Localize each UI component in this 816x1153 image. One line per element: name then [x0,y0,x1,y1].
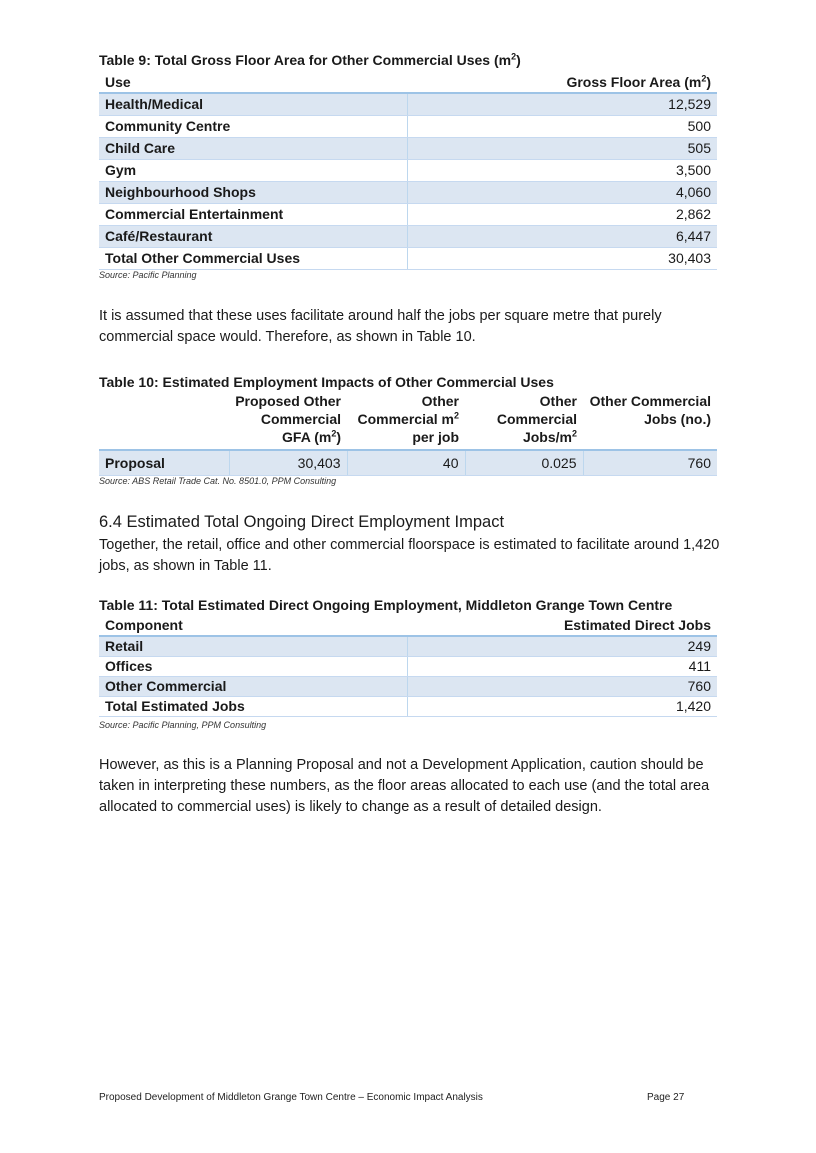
table9-gfa: 30,403 [407,247,717,269]
table10-col-jobs-per-m2: Other Commercial Jobs/$m^2$ [496,393,577,445]
table-row [99,636,717,656]
table11-total-row [99,696,717,716]
table-row [99,115,717,137]
table11-component: Offices [99,656,407,676]
table10-col-jobs: Other Commercial Jobs (no.) [589,393,711,427]
table10-row-label: Proposal [99,450,229,476]
table-row [99,203,717,225]
table11-component: Total Estimated Jobs [99,696,407,716]
table11-col-jobs: Estimated Direct Jobs [563,617,711,633]
table10-jobs: 760 [583,450,717,476]
table10-col-gfa: Proposed Other Commercial GFA $(m^2)$ [235,393,341,445]
table-row [99,676,717,696]
table11-jobs: 760 [407,676,717,696]
section-heading: 6.4 Estimated Total Ongoing Direct Employment Impact [99,513,505,531]
table9-use: Commercial Entertainment [99,203,407,225]
table9 [99,71,717,270]
footer-title: Proposed Development of Middleton Grange Town Centre – Economic Impact Analysis [99,1092,483,1103]
table10 [99,392,717,476]
table-row [99,450,717,476]
table9-use: Community Centre [99,115,407,137]
table9-use: Child Care [99,137,407,159]
table11-jobs: 411 [407,656,717,676]
table10-header [99,392,717,450]
table-row [99,225,717,247]
table10-col-m2-per-job: Other Commercial $m^2$ per job [357,393,459,445]
table9-use: Café/Restaurant [99,225,407,247]
table9-total-row [99,247,717,269]
table11-jobs: 1,420 [407,696,717,716]
paragraph-2: Together, the retail, office and other commercial floorspace is estimated to facilitate around 1,420 jobs, as shown in Table 11. [99,537,720,574]
table-row [99,656,717,676]
table11-component: Retail [99,636,407,656]
table10-source: Source: ABS Retail Trade Cat. No. 8501.0, PPM Consulting [99,476,337,486]
table9-gfa: 505 [407,137,717,159]
table9-source: Source: Pacific Planning [99,270,197,280]
table10-caption: Table 10: Estimated Employment Impacts of Other Commercial Uses [99,374,554,390]
table9-use: Health/Medical [99,93,407,115]
table9-caption: Table 9: Total Gross Floor Area for Other Commercial Uses $(m^2)$ [99,51,521,68]
table-row [99,93,717,115]
table11-jobs: 249 [407,636,717,656]
paragraph-1: It is assumed that these uses facilitate around half the jobs per square metre that purely commercial space would. Therefore, as shown in Table 10. [99,308,662,345]
table11-caption: Table 11: Total Estimated Direct Ongoing Employment, Middleton Grange Town Centre [99,597,673,613]
table9-gfa: 6,447 [407,225,717,247]
table-row [99,159,717,181]
table9-header [99,71,717,93]
table-row [99,181,717,203]
table11-header [99,615,717,636]
table10-jobs-per-m2: 0.025 [465,450,583,476]
table11-component: Other Commercial [99,676,407,696]
table9-gfa: 500 [407,115,717,137]
table9-use: Neighbourhood Shops [99,181,407,203]
table9-use: Gym [99,159,407,181]
table9-use: Total Other Commercial Uses [99,247,407,269]
table9-gfa: 3,500 [407,159,717,181]
table9-col-use: Use [105,73,131,90]
table9-gfa: 4,060 [407,181,717,203]
paragraph-3: However, as this is a Planning Proposal and not a Development Application, caution should be taken in interpreting these numbers, as the floor areas allocated to each use (and the total area allocated to commercial uses) is likely to change as a result of detailed design. [99,757,710,815]
table11 [99,615,717,717]
table10-gfa: 30,403 [229,450,347,476]
table9-col-gfa: Gross Floor Area $(m^2)$ [566,72,711,90]
table11-col-component: Component [105,617,183,633]
table-row [99,137,717,159]
table10-m2-per-job: 40 [347,450,465,476]
table9-gfa: 12,529 [407,93,717,115]
footer-page-number: Page 27 [647,1092,685,1103]
table11-source: Source: Pacific Planning, PPM Consulting [99,720,267,730]
table9-gfa: 2,862 [407,203,717,225]
